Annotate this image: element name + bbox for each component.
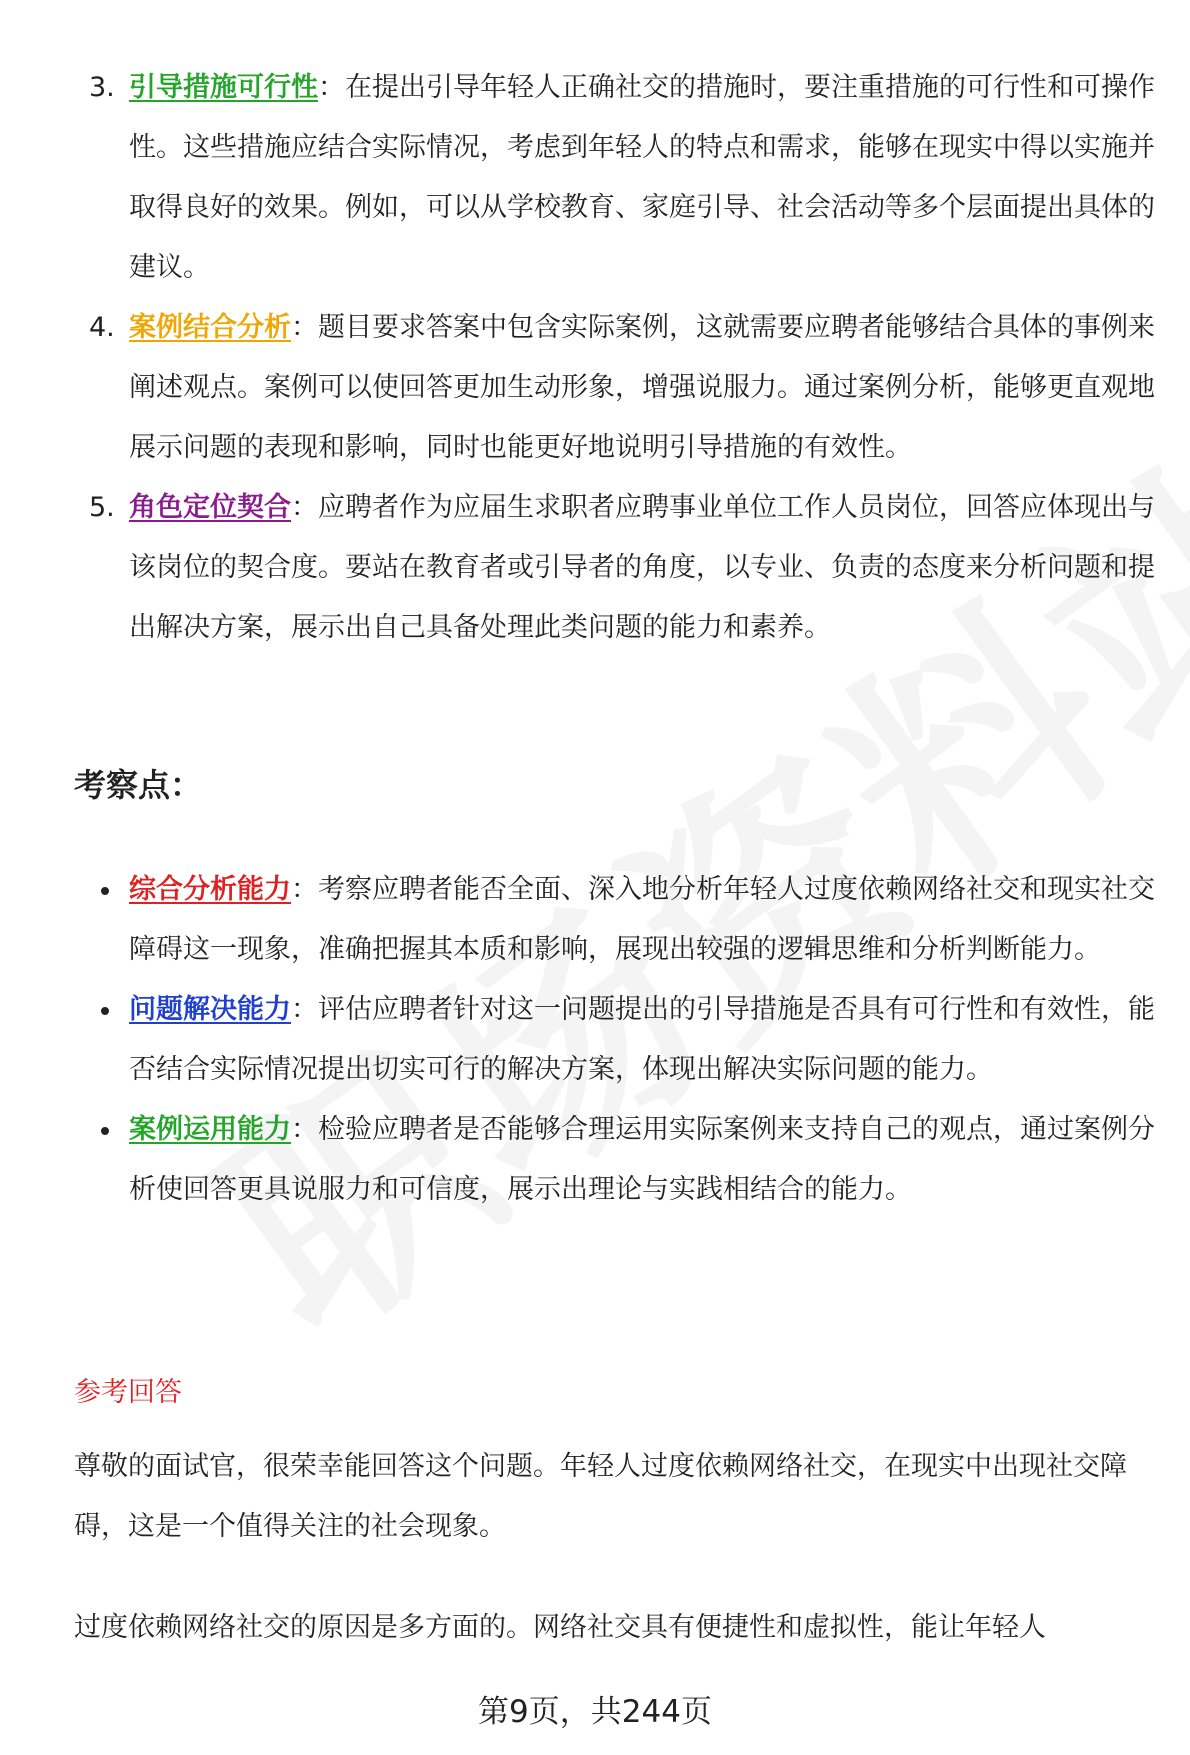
item-text: ：在提出引导年轻人正确社交的措施时，要注重措施的可行性和可操作性。这些措施应结合实际情况，考虑到年轻人的特点和需求，能够在现实中得以实施并取得良好的效果。例如，可以从学校教育、家庭引导、社会活动等多个层面提出具体的建议。: [129, 72, 1155, 283]
bullet-dot-icon: [101, 887, 109, 895]
answer-paragraph: 过度依赖网络社交的原因是多方面的。网络社交具有便捷性和虚拟性，能让年轻人: [74, 1612, 1046, 1643]
assessment-points-list: [0, 860, 1190, 1220]
bullet-dot-icon: [101, 1127, 109, 1135]
term-label: 问题解决能力: [129, 994, 291, 1025]
answer-paragraph: 尊敬的面试官，很荣幸能回答这个问题。年轻人过度依赖网络社交，在现实中出现社交障碍，这是一个值得关注的社会现象。: [74, 1451, 1127, 1542]
item-text: ：应聘者作为应届生求职者应聘事业单位工作人员岗位，回答应体现出与该岗位的契合度。要站在教育者或引导者的角度，以专业、负责的态度来分析问题和提出解决方案，展示出自己具备处理此类问题的能力和素养。: [129, 492, 1155, 643]
term-label: 综合分析能力: [129, 874, 291, 905]
considerations-list: [0, 58, 1190, 658]
term-label: 案例运用能力: [129, 1114, 291, 1145]
bullet-item: [0, 980, 1155, 1100]
item-text: ：检验应聘者是否能够合理运用实际案例来支持自己的观点，通过案例分析使回答更具说服力和可信度，展示出理论与实践相结合的能力。: [129, 1114, 1155, 1205]
answer-heading: 参考回答: [74, 1377, 182, 1408]
list-number: 4.: [89, 312, 115, 343]
term-label: 案例结合分析: [129, 312, 291, 343]
bullet-item: [0, 1100, 1155, 1220]
list-item: [0, 298, 1155, 478]
list-item: [0, 58, 1155, 298]
list-item: [0, 478, 1155, 658]
list-number: 3.: [89, 72, 115, 103]
page-footer: 第9页，共244页: [478, 1694, 712, 1730]
section-heading: 考察点：: [74, 766, 203, 804]
list-number: 5.: [89, 492, 115, 523]
bullet-dot-icon: [101, 1007, 109, 1015]
item-text: ：考察应聘者能否全面、深入地分析年轻人过度依赖网络社交和现实社交障碍这一现象，准确把握其本质和影响，展现出较强的逻辑思维和分析判断能力。: [129, 874, 1155, 965]
item-text: ：评估应聘者针对这一问题提出的引导措施是否具有可行性和有效性，能否结合实际情况提出切实可行的解决方案，体现出解决实际问题的能力。: [129, 994, 1155, 1085]
term-label: 引导措施可行性: [129, 72, 318, 103]
term-label: 角色定位契合: [129, 492, 291, 523]
item-text: ：题目要求答案中包含实际案例，这就需要应聘者能够结合具体的事例来阐述观点。案例可以使回答更加生动形象，增强说服力。通过案例分析，能够更直观地展示问题的表现和影响，同时也能更好地说明引导措施的有效性。: [129, 312, 1155, 463]
bullet-item: [0, 860, 1155, 980]
